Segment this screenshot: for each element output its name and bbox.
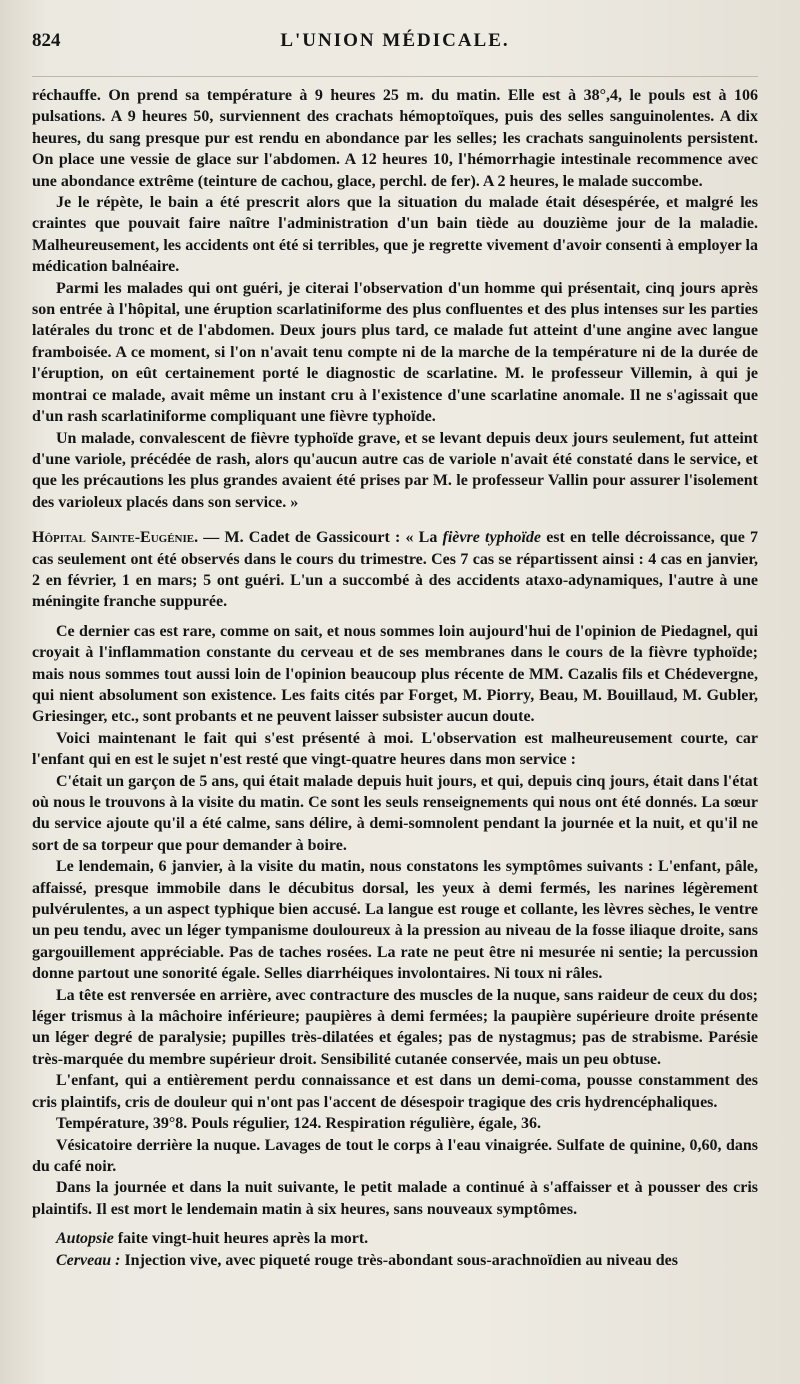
paragraph: C'était un garçon de 5 ans, qui était malade depuis huit jours, et qui, depuis cinq jours, était dans l'état où nous le trouvons à la visite du matin. Ce sont les seuls renseignements qui nous ont été donnés. La sœur du service ajoute qu'il a été calme, sans délire, à demi-somnolent pendant la journée et la nuit, et qu'il ne sort de sa torpeur que pour demander à boire. [32, 772, 758, 854]
hospital-name: Hôpital Sainte-Eugénie. [32, 529, 199, 547]
brain-paragraph [32, 1250, 758, 1271]
paragraph: Dans la journée et dans la nuit suivante, le petit malade a continué à s'affaisser et à pousser des cris plaintifs. Il est mort le lendemain matin à six heures, sans nouveaux symptômes. [32, 1179, 758, 1218]
paragraph: La tête est renversée en arrière, avec contracture des muscles de la nuque, sans raideur de ceux du dos; léger trismus à la mâchoire inférieure; paupières à demi fermées; la paupière supérieure droite présente un léger degré de paralysie; pupilles très-dilatées et égales; pas de nystagmus; pas de strabisme. Parésie très-marquée du membre supérieur droit. Sensibilité cutanée conservée, mais un peu obtuse. [32, 986, 758, 1068]
paragraph: Je le répète, le bain a été prescrit alors que la situation du malade était désespérée, et malgré les craintes que pouvait faire naître l'administration d'un bain tiède au douzième jour de la maladie. Malheureusement, les accidents ont été si terribles, que je regrette vivement d'avoir consenti à employer la médication balnéaire. [32, 194, 758, 276]
paragraph: Ce dernier cas est rare, comme on sait, et nous sommes loin aujourd'hui de l'opinion de Piedagnel, qui croyait à l'inflammation constante du cerveau et de ses membranes dans le cours de la fièvre typhoïde; mais nous sommes tout aussi loin de l'opinion beaucoup plus récente de MM. Cazalis fils et Chédevergne, qui nient absolument son existence. Les faits cités par Forget, M. Piorry, Beau, M. Bouillaud, M. Gubler, Griesinger, etc., sont probants et ne peuvent laisser subsister aucun doute. [32, 622, 758, 726]
text-run: — M. Cadet de Gassicourt : « La [198, 529, 443, 547]
article-body [32, 85, 758, 1271]
journal-title: L'UNION MÉDICALE. [280, 30, 510, 51]
page-number: 824 [32, 30, 61, 51]
italic-label: Cerveau : [56, 1251, 121, 1269]
text-run: faite vingt-huit heures après la mort. [113, 1230, 369, 1248]
paragraph: Vésicatoire derrière la nuque. Lavages de tout le corps à l'eau vinaigrée. Sulfate de quinine, 0,60, dans du café noir. [32, 1136, 758, 1175]
paragraph: Un malade, convalescent de fièvre typhoïde grave, et se levant depuis deux jours seulement, fut atteint d'une variole, précédée de rash, alors qu'aucun autre cas de variole n'avait été constaté dans le service, et que les précautions les plus grandes avaient été prises par M. le professeur Vallin pour assurer l'isolement des varioleux placés dans son service. » [32, 429, 758, 511]
paragraph: réchauffe. On prend sa température à 9 heures 25 m. du matin. Elle est à 38°,4, le pouls est à 106 pulsations. A 9 heures 50, surviennent des crachats hémoptoïques, puis des selles sanguinolentes. A dix heures, du sang presque pur est rendu en abondance par les selles; les crachats sanguinolents persistent. On place une vessie de glace sur l'abdomen. A 12 heures 10, l'hémorrhagie intestinale recommence avec une abondance extrême (teinture de cachou, glace, perchl. de fer). A 2 heures, le malade succombe. [32, 87, 758, 190]
autopsy-paragraph [32, 1228, 758, 1249]
paragraph: L'enfant, qui a entièrement perdu connaissance et est dans un demi-coma, pousse constamment des cris plaintifs, cris de douleur qui n'ont pas l'accent de désespoir tragique des cris hydrencéphaliques. [32, 1072, 758, 1111]
paragraph: Voici maintenant le fait qui s'est présenté à moi. L'observation est malheureusement courte, car l'enfant qui en est le sujet n'est resté que vingt-quatre heures dans mon service : [32, 729, 758, 769]
paragraph: Le lendemain, 6 janvier, à la visite du matin, nous constatons les symptômes suivants : L'enfant, pâle, affaissé, presque immobile dans le décubitus dorsal, les yeux à demi fermés, les narines légèrement pulvérulentes, a un aspect typhique bien accusé. La langue est rouge et collante, les lèvres sèches, le ventre un peu tendu, avec un léger tympanisme douloureux à la pression au niveau de la fosse iliaque droite, sans gargouillement appréciable. Pas de taches rosées. La rate ne peut être ni mesurée ni sentie; la percussion donne partout une sonorité égale. Selles diarrhéiques involontaires. Ni toux ni râles. [32, 858, 758, 983]
paragraph: Parmi les malades qui ont guéri, je citerai l'observation d'un homme qui présentait, cinq jours après son entrée à l'hôpital, une éruption scarlatiniforme des plus confluentes et des plus intenses sur les parties latérales du tronc et de l'abdomen. Deux jours plus tard, ce malade fut atteint d'une angine avec langue framboisée. A ce moment, si l'on n'avait tenu compte ni de la marche de la température ni de la durée de l'éruption, on eût certainement porté le diagnostic de scarlatine. M. le professeur Villemin, à qui je montrai ce malade, avait même un instant cru à l'existence d'une scarlatine anomale. Il ne s'agissait que d'un rash scarlatiniforme compliquant une fièvre typhoïde. [32, 279, 758, 426]
text-run: Injection vive, avec piqueté rouge très-abondant sous-arachnoïdien au niveau des [120, 1251, 678, 1269]
page-header [32, 30, 758, 77]
italic-label: Autopsie [56, 1230, 114, 1248]
paragraph: Température, 39°8. Pouls régulier, 124. Respiration régulière, égale, 36. [56, 1115, 541, 1133]
italic-term: fièvre typhoïde [442, 529, 542, 547]
hospital-section-paragraph [32, 527, 758, 613]
text-run: est en telle décroissance, que 7 cas seulement ont été observés dans le cours du trimestre. Ces 7 cas se répartissent ainsi : 4 cas en janvier, 2 en février, 1 en mars; 5 ont guéri. L'un a succombé à des accidents ataxo-adynamiques, l'autre à une méningite franche suppurée. [32, 529, 758, 611]
